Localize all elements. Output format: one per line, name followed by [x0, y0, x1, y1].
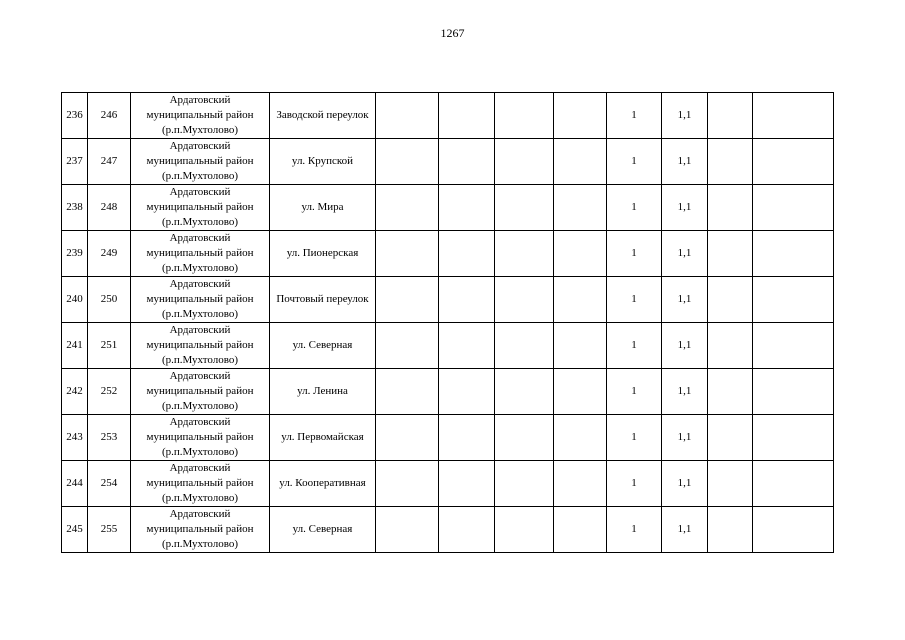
record-id-cell: 253 — [88, 415, 131, 461]
district-line: муниципальный район — [146, 201, 254, 213]
record-id-cell: 254 — [88, 461, 131, 507]
street-cell: ул. Пионерская — [270, 231, 376, 277]
district-line: (р.п.Мухтолово) — [161, 308, 239, 320]
empty-cell-6 — [439, 93, 495, 139]
street-cell: ул. Северная — [270, 323, 376, 369]
street-cell: ул. Ленина — [270, 369, 376, 415]
quantity-cell: 1 — [607, 139, 662, 185]
record-id-cell: 252 — [88, 369, 131, 415]
empty-cell-12 — [753, 369, 834, 415]
district-line: муниципальный район — [146, 293, 254, 305]
empty-cell-5 — [376, 277, 439, 323]
empty-cell-5 — [376, 507, 439, 553]
value-cell: 1,1 — [662, 507, 708, 553]
empty-cell-5 — [376, 323, 439, 369]
empty-cell-12 — [753, 185, 834, 231]
empty-cell-6 — [439, 231, 495, 277]
record-id-cell: 246 — [88, 93, 131, 139]
empty-cell-11 — [708, 139, 753, 185]
table-row — [62, 369, 834, 415]
row-number-cell: 236 — [62, 93, 88, 139]
empty-cell-7 — [495, 323, 554, 369]
record-id-cell: 247 — [88, 139, 131, 185]
record-id-cell: 249 — [88, 231, 131, 277]
district-line: Ардатовский — [169, 186, 231, 198]
record-id-cell: 248 — [88, 185, 131, 231]
table-row — [62, 507, 834, 553]
street-cell: Почтовый переулок — [270, 277, 376, 323]
empty-cell-8 — [554, 277, 607, 323]
district-cell — [131, 461, 270, 507]
record-id-cell: 250 — [88, 277, 131, 323]
district-line: Ардатовский — [169, 232, 231, 244]
row-number-cell: 238 — [62, 185, 88, 231]
district-cell — [131, 507, 270, 553]
table-row — [62, 323, 834, 369]
empty-cell-11 — [708, 277, 753, 323]
quantity-cell: 1 — [607, 93, 662, 139]
quantity-cell: 1 — [607, 323, 662, 369]
empty-cell-7 — [495, 139, 554, 185]
district-line: Ардатовский — [169, 416, 231, 428]
district-line: (р.п.Мухтолово) — [161, 492, 239, 504]
empty-cell-8 — [554, 507, 607, 553]
empty-cell-6 — [439, 185, 495, 231]
street-cell: ул. Первомайская — [270, 415, 376, 461]
empty-cell-6 — [439, 277, 495, 323]
district-cell — [131, 231, 270, 277]
empty-cell-6 — [439, 507, 495, 553]
empty-cell-11 — [708, 415, 753, 461]
table-row — [62, 461, 834, 507]
district-cell — [131, 323, 270, 369]
row-number-cell: 240 — [62, 277, 88, 323]
page-number: 1267 — [440, 26, 465, 40]
empty-cell-7 — [495, 231, 554, 277]
empty-cell-8 — [554, 415, 607, 461]
quantity-cell: 1 — [607, 415, 662, 461]
table-row — [62, 139, 834, 185]
street-cell: ул. Крупской — [270, 139, 376, 185]
table-body — [62, 93, 834, 553]
empty-cell-6 — [439, 415, 495, 461]
empty-cell-7 — [495, 507, 554, 553]
value-cell: 1,1 — [662, 415, 708, 461]
empty-cell-8 — [554, 369, 607, 415]
empty-cell-7 — [495, 93, 554, 139]
table-row — [62, 185, 834, 231]
district-line: Ардатовский — [169, 140, 231, 152]
district-line: муниципальный район — [146, 431, 254, 443]
district-line: (р.п.Мухтолово) — [161, 538, 239, 550]
empty-cell-7 — [495, 415, 554, 461]
empty-cell-5 — [376, 461, 439, 507]
empty-cell-8 — [554, 139, 607, 185]
empty-cell-12 — [753, 231, 834, 277]
table-row — [62, 231, 834, 277]
quantity-cell: 1 — [607, 277, 662, 323]
district-line: (р.п.Мухтолово) — [161, 170, 239, 182]
empty-cell-5 — [376, 185, 439, 231]
row-number-cell: 244 — [62, 461, 88, 507]
empty-cell-5 — [376, 369, 439, 415]
empty-cell-12 — [753, 139, 834, 185]
empty-cell-12 — [753, 93, 834, 139]
district-line: Ардатовский — [169, 278, 231, 290]
row-number-cell: 237 — [62, 139, 88, 185]
empty-cell-8 — [554, 323, 607, 369]
quantity-cell: 1 — [607, 461, 662, 507]
district-cell — [131, 185, 270, 231]
district-cell — [131, 139, 270, 185]
empty-cell-12 — [753, 415, 834, 461]
empty-cell-12 — [753, 277, 834, 323]
district-line: муниципальный район — [146, 247, 254, 259]
empty-cell-8 — [554, 93, 607, 139]
district-line: (р.п.Мухтолово) — [161, 400, 239, 412]
empty-cell-6 — [439, 461, 495, 507]
value-cell: 1,1 — [662, 139, 708, 185]
quantity-cell: 1 — [607, 507, 662, 553]
row-number-cell: 242 — [62, 369, 88, 415]
empty-cell-6 — [439, 323, 495, 369]
street-cell: ул. Северная — [270, 507, 376, 553]
district-line: Ардатовский — [169, 324, 231, 336]
street-table — [61, 92, 834, 553]
district-line: (р.п.Мухтолово) — [161, 124, 239, 136]
empty-cell-6 — [439, 139, 495, 185]
value-cell: 1,1 — [662, 323, 708, 369]
value-cell: 1,1 — [662, 185, 708, 231]
value-cell: 1,1 — [662, 231, 708, 277]
district-line: Ардатовский — [169, 462, 231, 474]
district-line: Ардатовский — [169, 370, 231, 382]
value-cell: 1,1 — [662, 93, 708, 139]
quantity-cell: 1 — [607, 369, 662, 415]
empty-cell-5 — [376, 93, 439, 139]
empty-cell-11 — [708, 93, 753, 139]
district-line: Ардатовский — [169, 94, 231, 106]
empty-cell-11 — [708, 185, 753, 231]
empty-cell-7 — [495, 277, 554, 323]
record-id-cell: 255 — [88, 507, 131, 553]
empty-cell-11 — [708, 461, 753, 507]
value-cell: 1,1 — [662, 461, 708, 507]
empty-cell-5 — [376, 139, 439, 185]
row-number-cell: 245 — [62, 507, 88, 553]
district-line: муниципальный район — [146, 155, 254, 167]
empty-cell-12 — [753, 461, 834, 507]
empty-cell-8 — [554, 231, 607, 277]
empty-cell-11 — [708, 323, 753, 369]
district-line: Ардатовский — [169, 508, 231, 520]
street-cell: ул. Кооперативная — [270, 461, 376, 507]
empty-cell-8 — [554, 461, 607, 507]
value-cell: 1,1 — [662, 369, 708, 415]
district-line: муниципальный район — [146, 339, 254, 351]
district-cell — [131, 277, 270, 323]
empty-cell-11 — [708, 507, 753, 553]
empty-cell-5 — [376, 415, 439, 461]
record-id-cell: 251 — [88, 323, 131, 369]
district-cell — [131, 415, 270, 461]
empty-cell-8 — [554, 185, 607, 231]
empty-cell-7 — [495, 461, 554, 507]
row-number-cell: 241 — [62, 323, 88, 369]
quantity-cell: 1 — [607, 185, 662, 231]
district-line: муниципальный район — [146, 523, 254, 535]
empty-cell-11 — [708, 369, 753, 415]
table-row — [62, 277, 834, 323]
street-cell: Заводской переулок — [270, 93, 376, 139]
value-cell: 1,1 — [662, 277, 708, 323]
empty-cell-5 — [376, 231, 439, 277]
table-row — [62, 415, 834, 461]
empty-cell-12 — [753, 323, 834, 369]
empty-cell-7 — [495, 369, 554, 415]
district-line: (р.п.Мухтолово) — [161, 354, 239, 366]
district-line: (р.п.Мухтолово) — [161, 262, 239, 274]
district-cell — [131, 369, 270, 415]
empty-cell-12 — [753, 507, 834, 553]
row-number-cell: 243 — [62, 415, 88, 461]
quantity-cell: 1 — [607, 231, 662, 277]
district-line: муниципальный район — [146, 385, 254, 397]
district-line: муниципальный район — [146, 477, 254, 489]
district-line: (р.п.Мухтолово) — [161, 446, 239, 458]
street-cell: ул. Мира — [270, 185, 376, 231]
row-number-cell: 239 — [62, 231, 88, 277]
empty-cell-6 — [439, 369, 495, 415]
district-line: муниципальный район — [146, 109, 254, 121]
district-cell — [131, 93, 270, 139]
table-row — [62, 93, 834, 139]
empty-cell-7 — [495, 185, 554, 231]
district-line: (р.п.Мухтолово) — [161, 216, 239, 228]
empty-cell-11 — [708, 231, 753, 277]
